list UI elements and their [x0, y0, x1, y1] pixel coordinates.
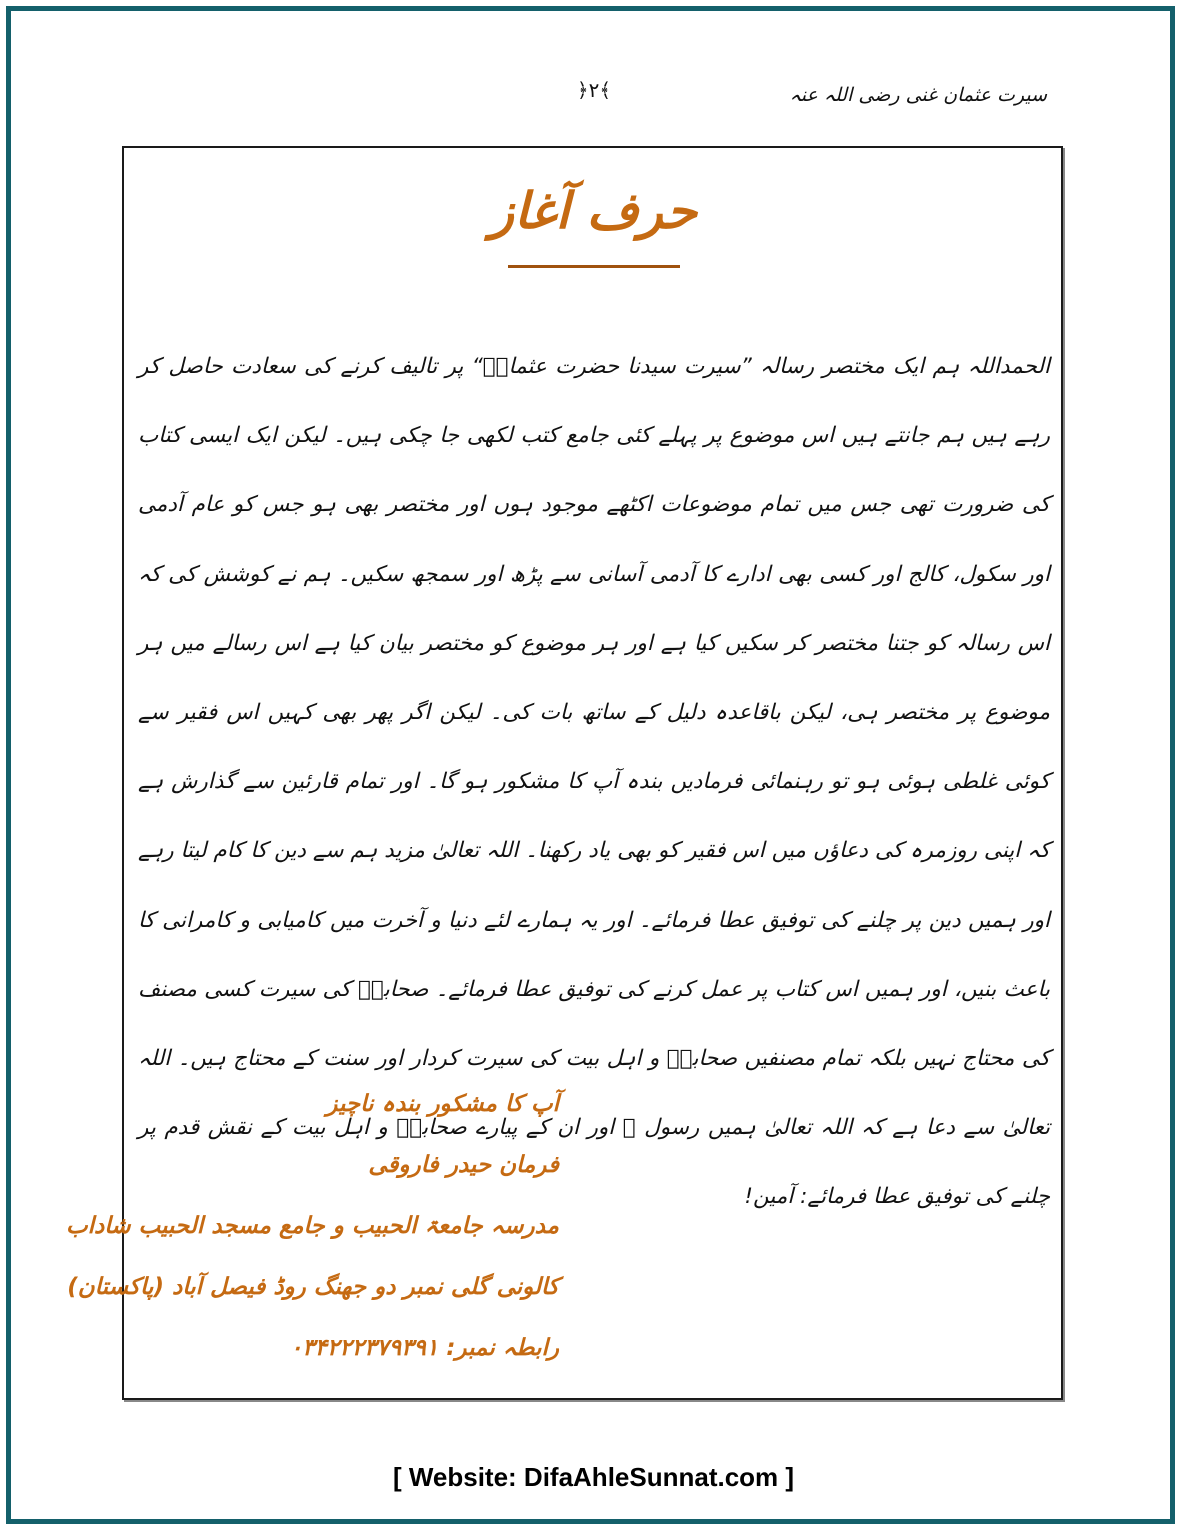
website-footer: [ Website: DifaAhleSunnat.com ]	[392, 1462, 795, 1492]
section-heading: حرف آغاز	[489, 182, 698, 240]
signature-address: کالونی گلی نمبر دو جھنگ روڈ فیصل آباد (پاکستان)	[67, 1274, 559, 1300]
body-paragraph: الحمداللہ ہم ایک مختصر رسالہ ”سیرت سیدنا حضرت عثمانؓ“ پر تالیف کرنے کی سعادت حاصل کر رہے ہیں ہم جانتے ہیں اس موضوع پر پہلے کئی جامع کتب لکھی جا چکی ہیں۔ لیکن ایک ایسی کتاب کی ضرورت تھی جس میں تمام موضوعات اکٹھے موجود ہوں اور مختصر بھی ہو جس کو عام آدمی اور سکول، کالج اور کسی بھی ادارے کا آدمی آسانی سے پڑھ اور سمجھ سکیں۔ ہم نے کوشش کی کہ اس رسالہ کو جتنا مختصر کر سکیں کیا ہے اور ہر موضوع کو مختصر بیان کیا ہے اس رسالے میں ہر موضوع پر مختصر ہی، لیکن باقاعدہ دلیل کے ساتھ بات کی۔ لیکن اگر پھر بھی کہیں اس فقیر سے کوئی غلطی ہوئی ہو تو رہنمائی فرمادیں بندہ آپ کا مشکور ہو گا۔ اور تمام قارئین سے گذارش ہے کہ اپنی روزمرہ کی دعاؤں میں اس فقیر کو بھی یاد رکھنا۔ اللہ تعالیٰ مزید ہم سے دین کا کام لیتا رہے اور ہمیں دین پر چلنے کی توفیق عطا فرمائے۔ اور یہ ہمارے لئے دنیا و آخرت میں کامیابی و کامرانی کا باعث بنیں، اور ہمیں اس کتاب پر عمل کرنے کی توفیق عطا فرمائے۔ صحابہؓ کی سیرت کسی مصنف کی محتاج نہیں بلکہ تمام مصنفیں صحابہؓ و اہل بیت کی سیرت کردار اور سنت کے محتاج ہیں۔ اللہ تعالیٰ سے دعا ہے کہ اللہ تعالیٰ ہمیں رسول ﷺ اور ان کے پیارے صحابہؓ و اہل بیت کے نقش قدم پر چلنے کی توفیق عطا فرمائے: آمین!	[138, 354, 1050, 1210]
signature-contact: رابطہ نمبر: ۰۳۴۲۲۲۳۷۹۳۹۱	[289, 1335, 559, 1361]
signature-author: فرمان حیدر فاروقی	[368, 1152, 559, 1178]
heading-underline	[508, 265, 680, 268]
page-number: ﴿۲﴾	[576, 78, 612, 102]
signature-institution: مدرسہ جامعۃ الحبیب و جامع مسجد الحبیب شاداب	[65, 1213, 559, 1239]
running-title: سیرت عثمان غنی رضی اللہ عنہ	[789, 84, 1047, 106]
signature-block	[66, 1074, 559, 1379]
signature-greeting: آپ کا مشکور بندہ ناچیز	[326, 1091, 559, 1117]
